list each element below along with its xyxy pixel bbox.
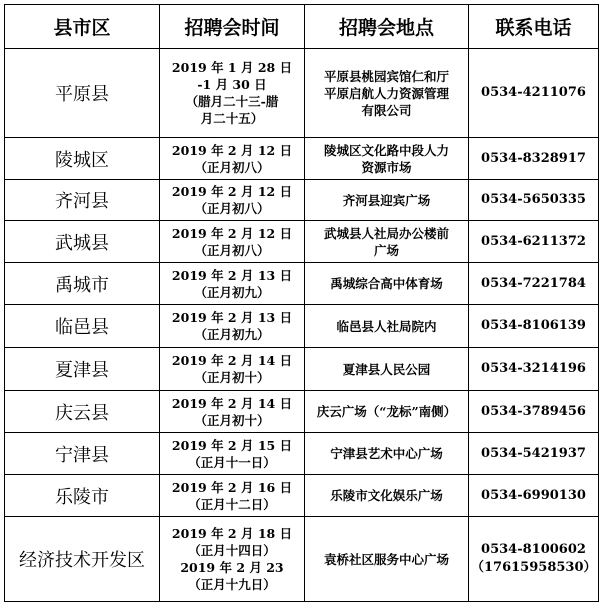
time-line: 2019 年 2 月 12 日 xyxy=(171,142,293,158)
job-fair-table xyxy=(4,4,599,602)
time-line: 2019 年 1 月 28 日 xyxy=(171,60,293,75)
place-line: 资源市场 xyxy=(361,159,412,175)
time-cell xyxy=(160,180,305,221)
phone-cell xyxy=(469,221,599,263)
county-cell: 武城县 xyxy=(5,221,160,263)
table-row xyxy=(5,305,599,348)
time-cell xyxy=(160,305,305,348)
header-time: 招聘会时间 xyxy=(160,5,305,49)
time-line: 2019 年 2 月 13 日 xyxy=(171,267,293,283)
place-cell xyxy=(305,305,469,348)
place-line: 禹城综合高中体育场 xyxy=(330,276,443,291)
time-line: 2019 年 2 月 13 日 xyxy=(171,310,293,325)
time-line: 2019 年 2 月 16 日 xyxy=(171,479,293,495)
time-cell xyxy=(160,221,305,263)
time-line: 2019 年 2 月 14 日 xyxy=(171,395,293,411)
table-row xyxy=(5,180,599,221)
place-cell xyxy=(305,263,469,305)
table-row xyxy=(5,433,599,475)
place-cell xyxy=(305,49,469,138)
time-line: 2019 年 2 月 12 日 xyxy=(171,225,293,241)
time-line: 2019 年 2 月 15 日 xyxy=(171,437,293,453)
county-cell: 经济技术开发区 xyxy=(5,517,160,602)
time-cell xyxy=(160,433,305,475)
place-cell xyxy=(305,138,469,180)
place-line: 陵城区文化路中段人力 xyxy=(323,142,449,158)
phone-line: 0534-5421937 xyxy=(481,445,586,461)
time-line: （正月初十） xyxy=(194,412,270,428)
time-line: （正月十一日） xyxy=(188,454,276,470)
phone-cell xyxy=(469,517,599,602)
time-cell xyxy=(160,475,305,517)
phone-line: 0534-5650335 xyxy=(481,192,586,207)
phone-line: 0534-6990130 xyxy=(481,487,586,503)
table-row xyxy=(5,221,599,263)
table-row xyxy=(5,49,599,138)
time-line: （正月十四日） xyxy=(188,543,276,558)
phone-line: 0534-8100602 xyxy=(481,542,586,557)
phone-line: （17615958530） xyxy=(471,560,597,575)
time-cell xyxy=(160,391,305,433)
phone-cell xyxy=(469,348,599,391)
place-line: 平原县桃园宾馆仁和厅 xyxy=(323,68,449,84)
phone-line: 0534-3789456 xyxy=(481,403,586,419)
time-line: 2019 年 2 月 18 日 xyxy=(171,526,293,541)
time-cell xyxy=(160,348,305,391)
phone-cell xyxy=(469,180,599,221)
place-cell xyxy=(305,433,469,475)
place-cell xyxy=(305,180,469,221)
time-line: （正月初八） xyxy=(194,159,270,175)
time-line: （正月初八） xyxy=(194,201,270,216)
phone-cell xyxy=(469,305,599,348)
time-cell xyxy=(160,517,305,602)
place-line: 临邑县人社局院内 xyxy=(336,318,437,334)
place-cell xyxy=(305,517,469,602)
time-line: 月二十五） xyxy=(200,111,264,126)
time-line: -1 月 30 日 xyxy=(197,77,267,92)
county-cell: 乐陵市 xyxy=(5,475,160,517)
place-line: 武城县人社局办公楼前 xyxy=(323,225,449,241)
phone-cell xyxy=(469,138,599,180)
time-line: （正月初八） xyxy=(194,242,270,258)
place-line: 齐河县迎宾广场 xyxy=(342,192,431,208)
time-line: （正月十二日） xyxy=(188,496,276,512)
place-cell xyxy=(305,391,469,433)
place-cell xyxy=(305,475,469,517)
phone-cell xyxy=(469,263,599,305)
place-line: 庆云广场（“龙标”南侧） xyxy=(316,404,457,419)
county-cell: 夏津县 xyxy=(5,348,160,391)
place-line: 平原启航人力资源管理 xyxy=(323,85,449,101)
phone-cell xyxy=(469,49,599,138)
phone-line: 0534-6211372 xyxy=(481,233,586,249)
phone-cell xyxy=(469,433,599,475)
county-cell: 齐河县 xyxy=(5,180,160,221)
time-line: 2019 年 2 月 12 日 xyxy=(171,184,293,199)
table-row xyxy=(5,517,599,602)
table-row xyxy=(5,138,599,180)
county-cell: 禹城市 xyxy=(5,263,160,305)
time-line: （正月十九日） xyxy=(188,577,276,592)
table-row xyxy=(5,263,599,305)
phone-line: 0534-3214196 xyxy=(481,361,586,376)
place-line: 宁津县艺术中心广场 xyxy=(330,446,443,461)
time-line: 2019 年 2 月 14 日 xyxy=(171,353,293,368)
place-cell xyxy=(305,221,469,263)
header-row xyxy=(5,5,599,49)
phone-line: 0534-8328917 xyxy=(481,150,586,166)
county-cell: 平原县 xyxy=(5,49,160,138)
table-row xyxy=(5,348,599,391)
time-cell xyxy=(160,263,305,305)
phone-cell xyxy=(469,475,599,517)
county-cell: 临邑县 xyxy=(5,305,160,348)
time-line: 2019 年 2 月 23 xyxy=(180,560,284,575)
place-line: 有限公司 xyxy=(361,102,412,118)
place-cell xyxy=(305,348,469,391)
table-row xyxy=(5,475,599,517)
header-phone: 联系电话 xyxy=(469,5,599,49)
place-line: 夏津县人民公园 xyxy=(342,361,431,377)
time-cell xyxy=(160,138,305,180)
place-line: 广场 xyxy=(373,242,399,258)
phone-cell xyxy=(469,391,599,433)
place-line: 乐陵市文化娱乐广场 xyxy=(330,488,443,503)
phone-line: 0534-8106139 xyxy=(481,318,586,333)
county-cell: 陵城区 xyxy=(5,138,160,180)
county-cell: 宁津县 xyxy=(5,433,160,475)
place-line: 袁桥社区服务中心广场 xyxy=(323,551,449,567)
phone-line: 0534-7221784 xyxy=(481,275,586,291)
header-county: 县市区 xyxy=(5,5,160,49)
county-cell: 庆云县 xyxy=(5,391,160,433)
time-line: （腊月二十三-腊 xyxy=(185,94,279,109)
table-row xyxy=(5,391,599,433)
time-line: （正月初十） xyxy=(194,370,270,385)
time-line: （正月初九） xyxy=(194,327,270,342)
header-place: 招聘会地点 xyxy=(305,5,469,49)
phone-line: 0534-4211076 xyxy=(481,85,586,100)
time-cell xyxy=(160,49,305,138)
time-line: （正月初九） xyxy=(194,284,270,300)
